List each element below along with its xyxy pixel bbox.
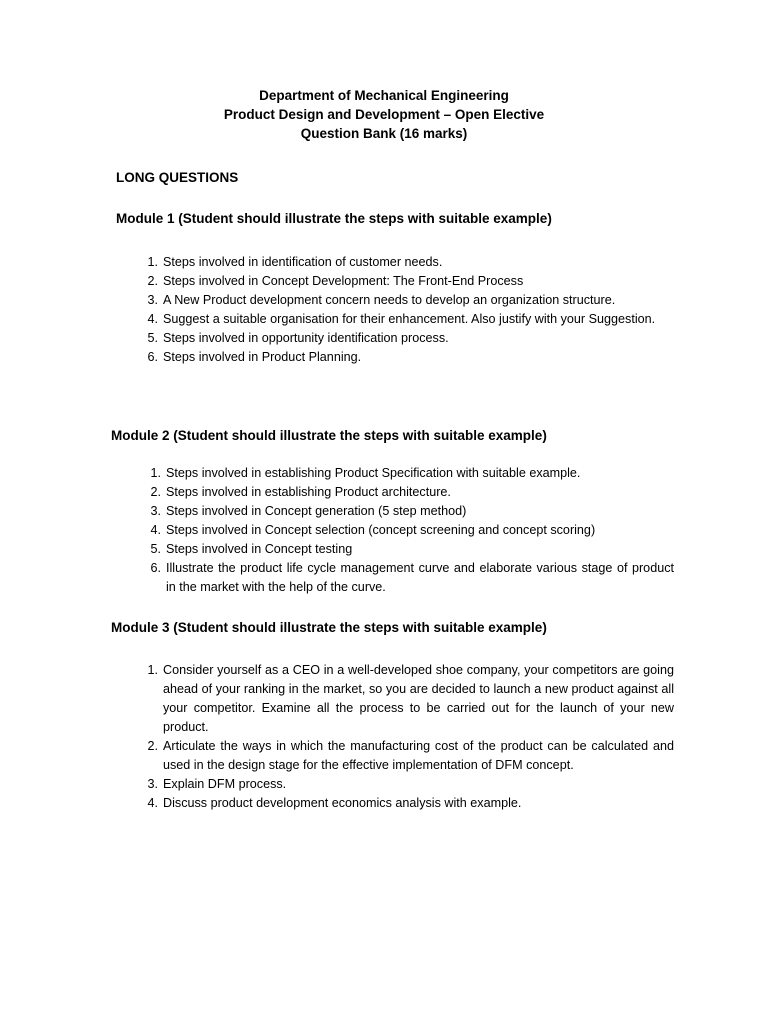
module-3-question-list [147,661,674,813]
question-bank-title: Question Bank (16 marks) [300,126,468,141]
list-item: 1. Steps involved in identification of customer needs. [147,255,443,269]
list-item: 4. Suggest a suitable organisation for their enhancement. Also justify with your Suggestion. [147,312,656,326]
list-item: 6. Illustrate the product life cycle management curve and elaborate various stage of product in the market with the help of the curve. [150,561,674,594]
course-title: Product Design and Development – Open Elective [223,107,545,122]
module-3-heading: Module 3 (Student should illustrate the steps with suitable example) [111,620,547,635]
module-2-question-list [150,464,674,597]
module-1-question-list [147,253,674,367]
list-item: 2. Steps involved in Concept Development: The Front-End Process [147,274,524,288]
list-item: 4. Discuss product development economics analysis with example. [147,796,522,810]
module-1-heading: Module 1 (Student should illustrate the steps with suitable example) [116,211,552,226]
list-item: 3. A New Product development concern needs to develop an organization structure. [147,293,616,307]
list-item: 1. Consider yourself as a CEO in a well-developed shoe company, your competitors are going ahead of your ranking in the market, so you are decided to launch a new product against all your competitor. Examine all the process to be carried out for the launch of your new product. [147,663,674,734]
list-item: 1. Steps involved in establishing Product Specification with suitable example. [150,466,581,480]
list-item: 3. Steps involved in Concept generation (5 step method) [150,504,467,518]
list-item: 2. Steps involved in establishing Product architecture. [150,485,451,499]
list-item: 2. Articulate the ways in which the manufacturing cost of the product can be calculated and used in the design stage for the effective implementation of DFM concept. [147,739,674,772]
department-title: Department of Mechanical Engineering [259,88,509,103]
module-2-heading: Module 2 (Student should illustrate the steps with suitable example) [111,428,547,443]
list-item: 4. Steps involved in Concept selection (concept screening and concept scoring) [150,523,596,537]
list-item: 3. Explain DFM process. [147,777,287,791]
list-item: 5. Steps involved in Concept testing [150,542,353,556]
document-header [0,86,768,143]
long-questions-heading: LONG QUESTIONS [116,170,239,185]
list-item: 6. Steps involved in Product Planning. [147,350,362,364]
list-item: 5. Steps involved in opportunity identification process. [147,331,449,345]
